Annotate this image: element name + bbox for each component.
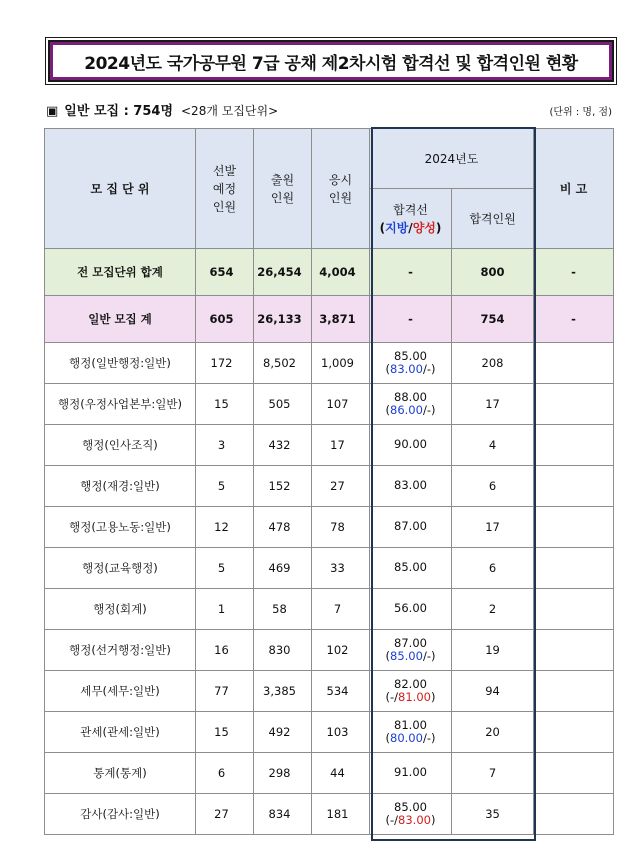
cell-unit-name: 행정(재경:일반) xyxy=(45,466,196,507)
cell-unit-name: 행정(인사조직) xyxy=(45,425,196,466)
results-table xyxy=(44,128,614,835)
cell-cutoff: 87.00 xyxy=(370,507,452,548)
cell-applied: 492 xyxy=(254,712,312,753)
cell-note xyxy=(534,384,614,425)
cell-unit-name: 세무(세무:일반) xyxy=(45,671,196,712)
table-row xyxy=(45,343,614,384)
cell-note xyxy=(534,507,614,548)
cell-cutoff: 85.00 (83.00/-) xyxy=(370,343,452,384)
table-row xyxy=(45,548,614,589)
cell-passed: 6 xyxy=(452,548,534,589)
cell-applied: 298 xyxy=(254,753,312,794)
cell-unit-name: 감사(감사:일반) xyxy=(45,794,196,835)
cell-took: 102 xyxy=(312,630,370,671)
cell-took: 44 xyxy=(312,753,370,794)
cell-note xyxy=(534,589,614,630)
cell-applied: 58 xyxy=(254,589,312,630)
cell-unit-name: 행정(일반행정:일반) xyxy=(45,343,196,384)
cell-unit-name: 행정(우정사업본부:일반) xyxy=(45,384,196,425)
cell-unit-name: 통계(통계) xyxy=(45,753,196,794)
cell-applied: 469 xyxy=(254,548,312,589)
cell-applied: 8,502 xyxy=(254,343,312,384)
unit-count-note: <28개 모집단위> xyxy=(181,104,279,118)
cell-unit-name: 행정(회계) xyxy=(45,589,196,630)
cell-unit-name: 행정(고용노동:일반) xyxy=(45,507,196,548)
cell-note xyxy=(534,794,614,835)
header-passed: 합격인원 xyxy=(452,189,534,249)
header-unit: 모 집 단 위 xyxy=(45,129,196,249)
cell-passed: 17 xyxy=(452,507,534,548)
cell-note xyxy=(534,548,614,589)
cell-cutoff: 91.00 xyxy=(370,753,452,794)
cell-cutoff: 87.00 (85.00/-) xyxy=(370,630,452,671)
cell-took: 181 xyxy=(312,794,370,835)
cell-cutoff: 83.00 xyxy=(370,466,452,507)
cell-passed: 6 xyxy=(452,466,534,507)
cell-planned: 172 xyxy=(196,343,254,384)
cell-passed: 94 xyxy=(452,671,534,712)
cell-planned: 1 xyxy=(196,589,254,630)
cell-note xyxy=(534,712,614,753)
cell-passed: 19 xyxy=(452,630,534,671)
cell-planned: 5 xyxy=(196,548,254,589)
cell-passed: 208 xyxy=(452,343,534,384)
cell-cutoff: 81.00 (80.00/-) xyxy=(370,712,452,753)
cell-took: 27 xyxy=(312,466,370,507)
cell-took: 7 xyxy=(312,589,370,630)
cell-took: 534 xyxy=(312,671,370,712)
cell-cutoff: 88.00 (86.00/-) xyxy=(370,384,452,425)
document-title: 2024년도 국가공무원 7급 공채 제2차시험 합격선 및 합격인원 현황 xyxy=(84,53,578,74)
square-bullet-icon: ▣ xyxy=(46,104,59,119)
cell-applied: 505 xyxy=(254,384,312,425)
cell-applied: 830 xyxy=(254,630,312,671)
table-row xyxy=(45,384,614,425)
cell-cutoff: 82.00 (-/81.00) xyxy=(370,671,452,712)
cell-unit-name: 행정(선거행정:일반) xyxy=(45,630,196,671)
table-row xyxy=(45,507,614,548)
cell-planned: 77 xyxy=(196,671,254,712)
header-took: 응시 인원 xyxy=(312,129,370,249)
cell-planned: 6 xyxy=(196,753,254,794)
table-row xyxy=(45,630,614,671)
table-row xyxy=(45,589,614,630)
table-row-total: 전 모집단위 합계 654 26,454 4,004 - 800 - xyxy=(45,249,614,296)
cell-applied: 432 xyxy=(254,425,312,466)
cell-note xyxy=(534,466,614,507)
table-row xyxy=(45,712,614,753)
cell-took: 1,009 xyxy=(312,343,370,384)
section-subheading xyxy=(46,100,612,120)
section-label: 일반 모집 : 754명 xyxy=(64,104,173,119)
header-note: 비 고 xyxy=(534,129,614,249)
cell-applied: 478 xyxy=(254,507,312,548)
cell-took: 33 xyxy=(312,548,370,589)
cell-applied: 3,385 xyxy=(254,671,312,712)
header-planned: 선발 예정 인원 xyxy=(196,129,254,249)
document-title-box xyxy=(48,40,614,82)
header-cutoff: 합격선 (지방/양성) xyxy=(370,189,452,249)
cell-cutoff: 85.00 xyxy=(370,548,452,589)
unit-note: (단위 : 명, 점) xyxy=(549,107,612,118)
cell-planned: 3 xyxy=(196,425,254,466)
cell-passed: 7 xyxy=(452,753,534,794)
cell-planned: 12 xyxy=(196,507,254,548)
cell-cutoff: 85.00 (-/83.00) xyxy=(370,794,452,835)
cell-passed: 17 xyxy=(452,384,534,425)
cell-took: 17 xyxy=(312,425,370,466)
cell-passed: 4 xyxy=(452,425,534,466)
header-year: 2024년도 xyxy=(370,129,534,189)
cell-passed: 20 xyxy=(452,712,534,753)
cell-planned: 15 xyxy=(196,384,254,425)
cell-planned: 15 xyxy=(196,712,254,753)
cell-unit-name: 관세(관세:일반) xyxy=(45,712,196,753)
table-row-general-total: 일반 모집 계 605 26,133 3,871 - 754 - xyxy=(45,296,614,343)
table-row xyxy=(45,425,614,466)
cell-unit-name: 행정(교육행정) xyxy=(45,548,196,589)
cell-note xyxy=(534,343,614,384)
table-row xyxy=(45,466,614,507)
cell-passed: 2 xyxy=(452,589,534,630)
cell-cutoff: 90.00 xyxy=(370,425,452,466)
cell-planned: 27 xyxy=(196,794,254,835)
cell-note xyxy=(534,753,614,794)
cell-applied: 834 xyxy=(254,794,312,835)
table-row xyxy=(45,753,614,794)
cell-note xyxy=(534,671,614,712)
cell-planned: 5 xyxy=(196,466,254,507)
cell-took: 107 xyxy=(312,384,370,425)
cell-applied: 152 xyxy=(254,466,312,507)
cell-passed: 35 xyxy=(452,794,534,835)
cell-planned: 16 xyxy=(196,630,254,671)
table-row xyxy=(45,794,614,835)
header-applied: 출원 인원 xyxy=(254,129,312,249)
cell-note xyxy=(534,425,614,466)
cell-took: 103 xyxy=(312,712,370,753)
table-row xyxy=(45,671,614,712)
cell-took: 78 xyxy=(312,507,370,548)
cell-note xyxy=(534,630,614,671)
cell-cutoff: 56.00 xyxy=(370,589,452,630)
